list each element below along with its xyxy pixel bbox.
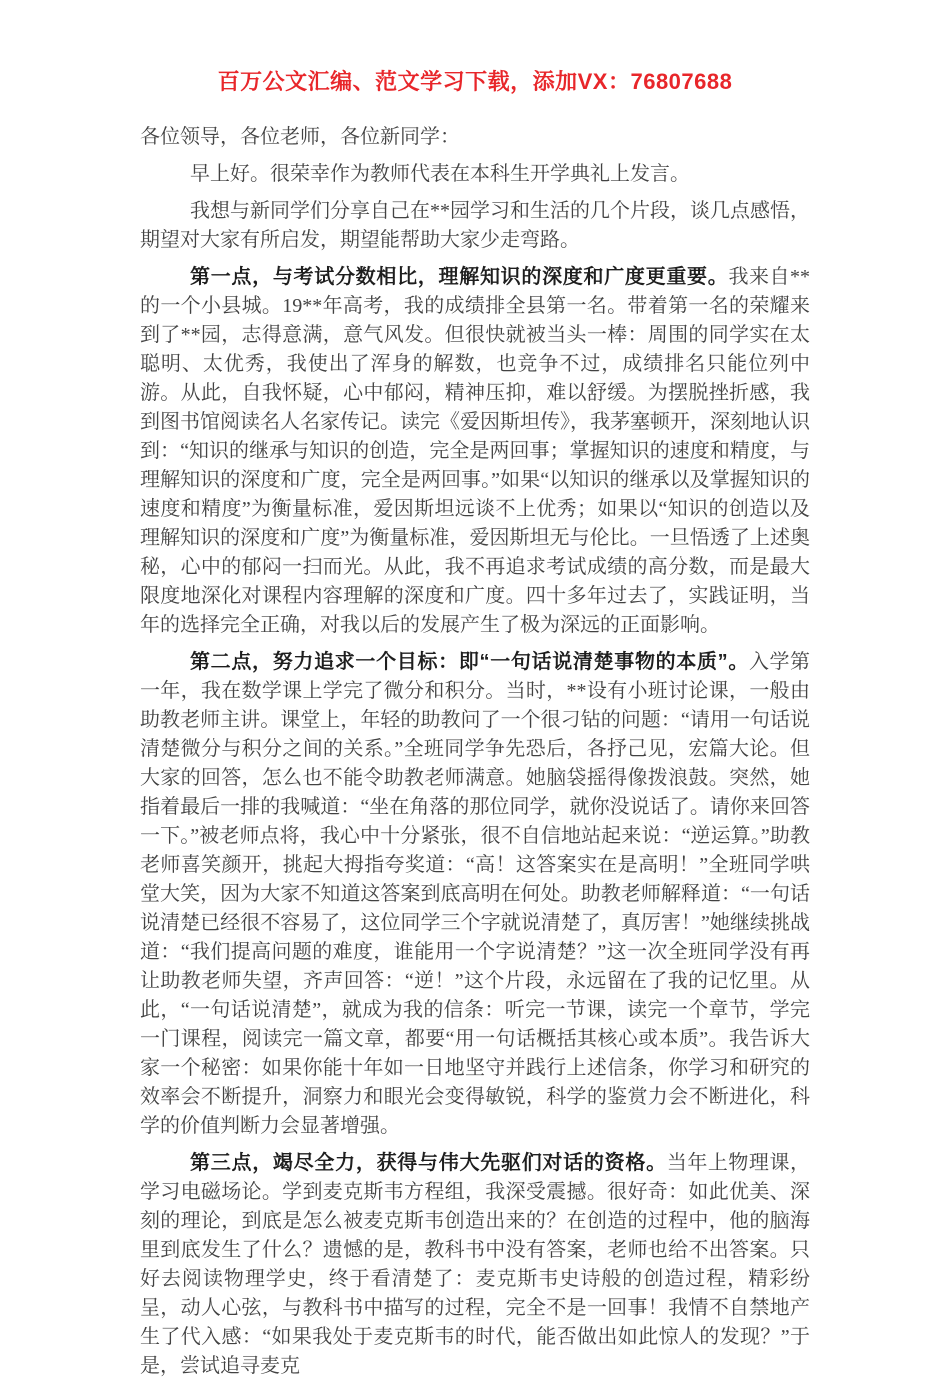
promo-header-text: 百万公文汇编、范文学习下载，添加VX：76807688: [217, 69, 733, 94]
document-body: [140, 123, 810, 1381]
paragraph: 我想与新同学们分享自己在**园学习和生活的几个片段，谈几点感悟，期望对大家有所启发，期望能帮助大家少走弯路。: [140, 200, 810, 251]
paragraph: 第二点，努力追求一个目标：即“一句话说清楚事物的本质”。入学第一年，我在数学课上学完了微分和积分。当时，**设有小班讨论课，一般由助教老师主讲。课堂上，年轻的助教问了一个很刁钻的问题：“请用一句话说清楚微分与积分之间的关系。”全班同学争先恐后，各抒己见，宏篇大论。但大家的回答，怎么也不能令助教老师满意。她脑袋摇得像拨浪鼓。突然，她指着最后一排的我喊道：“坐在角落的那位同学，就你没说话了。请你来回答一下。”被老师点将，我心中十分紧张，很不自信地站起来说：“逆运算。”助教老师喜笑颜开，挑起大拇指夸奖道：“高！这答案实在是高明！”全班同学哄堂大笑，因为大家不知道这答案到底高明在何处。助教老师解释道：“一句话说清楚已经很不容易了，这位同学三个字就说清楚了，真厉害！”她继续挑战道：“我们提高问题的难度，谁能用一个字说清楚？”这一次全班同学没有再让助教老师失望，齐声回答：“逆！”这个片段，永远留在了我的记忆里。从此，“一句话说清楚”，就成为我的信条：听完一节课，读完一个章节，学完一门课程，阅读完一篇文章，都要“用一句话概括其核心或本质”。我告诉大家一个秘密：如果你能十年如一日地坚守并践行上述信条，你学习和研究的效率会不断提升，洞察力和眼光会变得敏锐，科学的鉴赏力会不断进化，科学的价值判断力会显著增强。: [140, 651, 810, 1137]
paragraph: 各位领导，各位老师，各位新同学：: [140, 126, 460, 148]
paragraph-lead: 第一点，与考试分数相比，理解知识的深度和广度更重要。: [190, 266, 729, 288]
paragraph-lead: 第三点，竭尽全力，获得与伟大先驱们对话的资格。: [190, 1152, 667, 1174]
paragraph: 第一点，与考试分数相比，理解知识的深度和广度更重要。我来自**的一个小县城。19**年高考，我的成绩排全县第一名。带着第一名的荣耀来到了**园，志得意满，意气风发。但很快就被当头一棒：周围的同学实在太聪明、太优秀，我使出了浑身的解数，也竞争不过，成绩排名只能位列中游。从此，自我怀疑，心中郁闷，精神压抑，难以舒缓。为摆脱挫折感，我到图书馆阅读名人名家传记。读完《爱因斯坦传》，我茅塞顿开，深刻地认识到：“知识的继承与知识的创造，完全是两回事；掌握知识的速度和精度，与理解知识的深度和广度，完全是两回事。”如果“以知识的继承以及掌握知识的速度和精度”为衡量标准，爱因斯坦远谈不上优秀；如果以“知识的创造以及理解知识的深度和广度”为衡量标准，爱因斯坦无与伦比。一旦悟透了上述奥秘，心中的郁闷一扫而光。从此，我不再追求考试成绩的高分数，而是最大限度地深化对课程内容理解的深度和广度。四十多年过去了，实践证明，当年的选择完全正确，对我以后的发展产生了极为深远的正面影响。: [140, 266, 810, 636]
paragraph-lead: 第二点，努力追求一个目标：即“一句话说清楚事物的本质”。: [190, 651, 750, 673]
paragraph: 第三点，竭尽全力，获得与伟大先驱们对话的资格。当年上物理课，学习电磁场论。学到麦克斯韦方程组，我深受震撼。很好奇：如此优美、深刻的理论，到底是怎么被麦克斯韦创造出来的？在创造的过程中，他的脑海里到底发生了什么？遗憾的是，教科书中没有答案，老师也给不出答案。只好去阅读物理学史，终于看清楚了：麦克斯韦史诗般的创造过程，精彩纷呈，动人心弦，与教科书中描写的过程，完全不是一回事！我情不自禁地产生了代入感：“如果我处于麦克斯韦的时代，能否做出如此惊人的发现？”于是，尝试追寻麦克: [140, 1152, 810, 1377]
paragraph: 早上好。很荣幸作为教师代表在本科生开学典礼上发言。: [190, 163, 690, 185]
